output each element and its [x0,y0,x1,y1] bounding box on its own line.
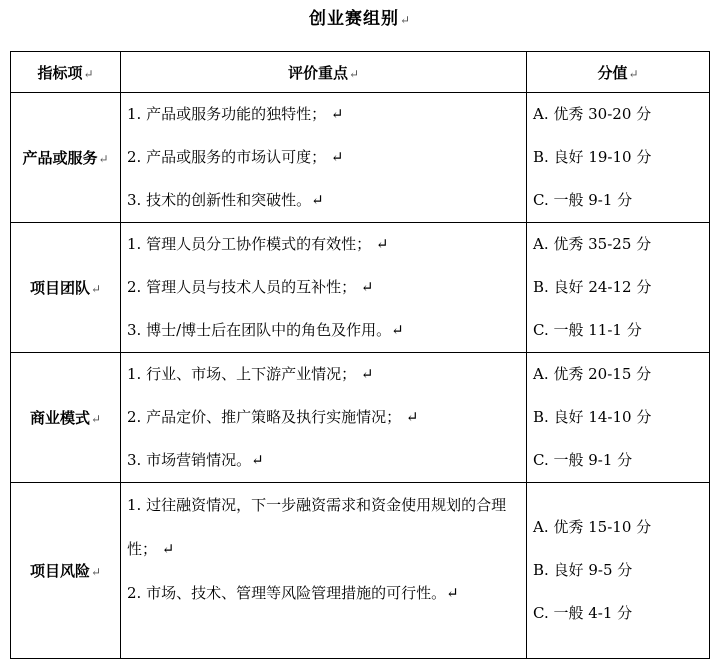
category-cell: 项目团队↵ [11,223,121,353]
point-item: 2. 市场、技术、管理等风险管理措施的可行性。↵ [127,584,459,602]
point-item: 3. 市场营销情况。↵ [127,451,264,469]
point-item: 1. 过往融资情况，下一步融资需求和资金使用规划的合理性； ↵ [127,496,507,558]
score-item: C. 一般 9-1 分 [533,451,633,469]
point-item: 1. 行业、市场、上下游产业情况； ↵ [127,365,374,383]
scores-cell [527,353,710,483]
table-row [11,353,710,483]
point-item: 1. 管理人员分工协作模式的有效性； ↵ [127,235,389,253]
score-item: C. 一般 11-1 分 [533,321,642,339]
score-item: B. 良好 24-12 分 [533,278,652,296]
score-item: C. 一般 9-1 分 [533,191,633,209]
point-item: 3. 博士/博士后在团队中的角色及作用。↵ [127,321,404,339]
points-cell [121,483,527,659]
points-cell [121,93,527,223]
score-item: A. 优秀 30-20 分 [533,105,652,123]
score-item: A. 优秀 20-15 分 [533,365,652,383]
point-item: 3. 技术的创新性和突破性。↵ [127,191,324,209]
document-title [0,6,720,33]
scores-cell [527,483,710,659]
points-cell [121,223,527,353]
table-row [11,93,710,223]
category-cell: 商业模式↵ [11,353,121,483]
table-row [11,483,710,659]
title-text: 创业赛组别 [308,9,399,29]
table-row [11,223,710,353]
header-score: 分值↵ [527,52,710,93]
point-item: 1. 产品或服务功能的独特性； ↵ [127,105,344,123]
point-item: 2. 管理人员与技术人员的互补性； ↵ [127,278,374,296]
score-item: B. 良好 9-5 分 [533,561,633,579]
point-item: 2. 产品定价、推广策略及执行实施情况； ↵ [127,408,419,426]
score-item: A. 优秀 35-25 分 [533,235,652,253]
point-item: 2. 产品或服务的市场认可度； ↵ [127,148,344,166]
scores-cell [527,93,710,223]
evaluation-table [10,51,710,659]
header-focus: 评价重点↵ [121,52,527,93]
category-cell: 产品或服务↵ [11,93,121,223]
header-row [11,52,710,93]
category-cell: 项目风险↵ [11,483,121,659]
score-item: B. 良好 19-10 分 [533,148,652,166]
header-indicator: 指标项↵ [11,52,121,93]
score-item: A. 优秀 15-10 分 [533,518,652,536]
score-item: C. 一般 4-1 分 [533,604,633,622]
points-cell [121,353,527,483]
paragraph-mark: ↵ [399,13,412,27]
scores-cell [527,223,710,353]
score-item: B. 良好 14-10 分 [533,408,652,426]
